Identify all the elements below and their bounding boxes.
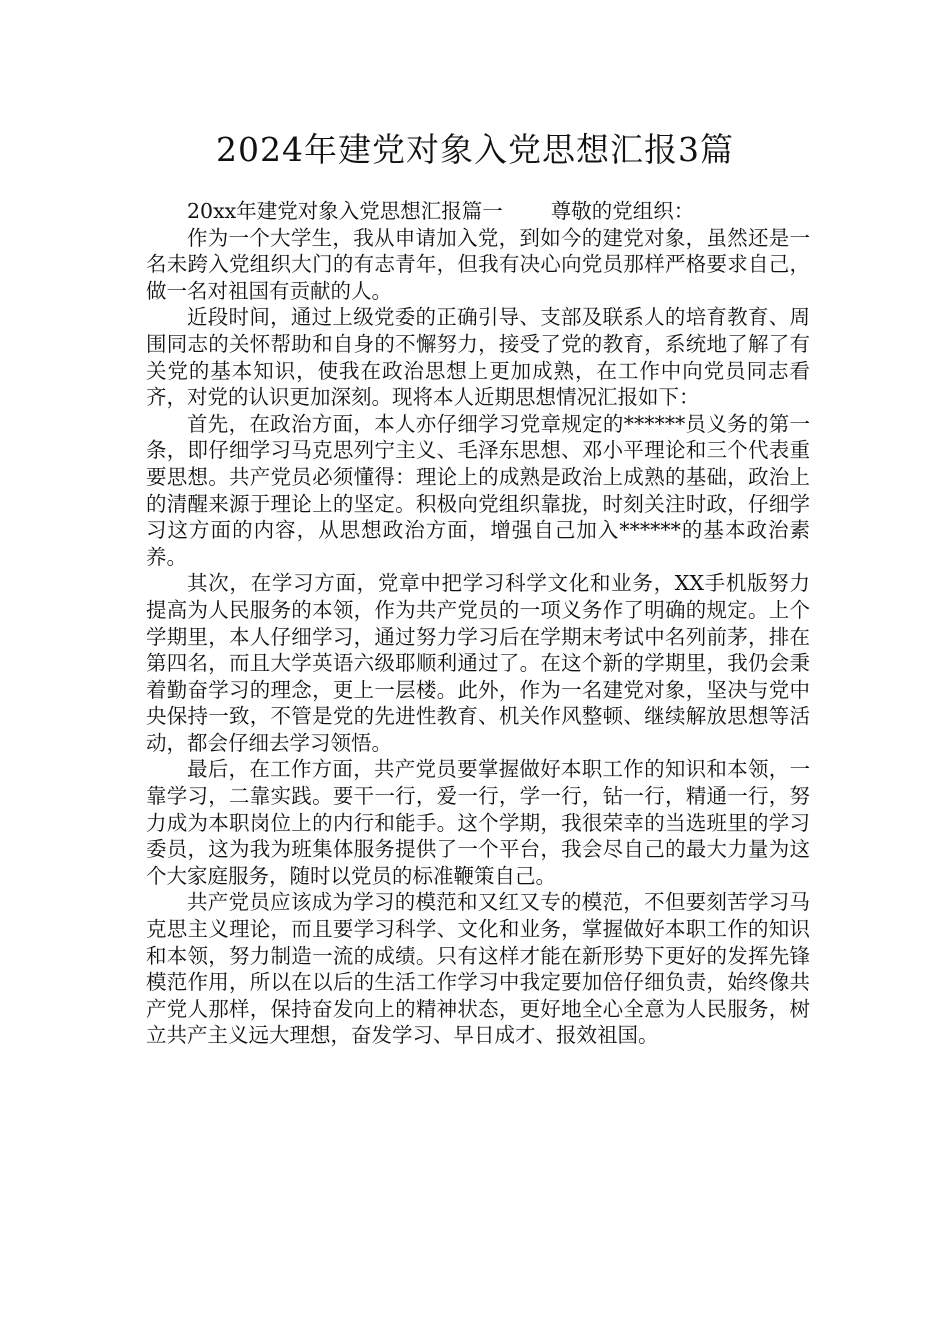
paragraph-work: 最后，在工作方面，共产党员要掌握做好本职工作的知识和本领，一靠学习，二靠实践。要干一行，爱一行，学一行，钻一行，精通一行，努力成为本职岗位上的内行和能手。这个学期，我很荣幸的当选班里的学习委员，这为我为班集体服务提供了一个平台，我会尽自己的最大力量为这个大家庭服务，随时以党员的标准鞭策自己。 [146, 757, 810, 888]
paragraph-intro: 作为一个大学生，我从申请加入党，到如今的建党对象，虽然还是一名未跨入党组织大门的有志青年，但我有决心向党员那样严格要求自己，做一名对祖国有贡献的人。 [146, 225, 810, 303]
document-title: 2024年建党对象入党思想汇报3篇 [216, 130, 734, 169]
opening-line [146, 198, 810, 225]
paragraph-study: 其次，在学习方面，党章中把学习科学文化和业务，XX手机版努力提高为人民服务的本领，作为共产党员的一项义务作了明确的规定。上个学期里，本人仔细学习，通过努力学习后在学期末考试中名列前茅，排在第四名，而且大学英语六级耶顺利通过了。在这个新的学期里，我仍会秉着勤奋学习的理念，更上一层楼。此外，作为一名建党对象，坚决与党中央保持一致，不管是党的先进性教育、机关作风整顿、继续解放思想等活动，都会仔细去学习领悟。 [146, 571, 810, 755]
paragraph-conclusion: 共产党员应该成为学习的模范和又红又专的模范，不但要刻苦学习马克思主义理论，而且要学习科学、文化和业务，掌握做好本职工作的知识和本领，努力制造一流的成绩。只有这样才能在新形势下更好的发挥先锋模范作用，所以在以后的生活工作学习中我定要加倍仔细负责，始终像共产党人那样，保持奋发向上的精神状态，更好地全心全意为人民服务，树立共产主义远大理想，奋发学习、早日成才、报效祖国。 [146, 890, 810, 1048]
document-body [146, 198, 810, 1049]
opening-heading: 20xx年建党对象入党思想汇报篇一 [187, 199, 503, 223]
paragraph-recent: 近段时间，通过上级党委的正确引导、支部及联系人的培育教育、周围同志的关怀帮助和自身的不懈努力，接受了党的教育，系统地了解了有关党的基本知识，使我在政治思想上更加成熟，在工作中向党员同志看齐，对党的认识更加深刻。现将本人近期思想情况汇报如下： [146, 305, 810, 410]
paragraph-politics: 首先，在政治方面，本人亦仔细学习党章规定的******员义务的第一条，即仔细学习马克思列宁主义、毛泽东思想、邓小平理论和三个代表重要思想。共产党员必须懂得：理论上的成熟是政治上成熟的基础，政治上的清醒来源于理论上的坚定。积极向党组织靠拢，时刻关注时政，仔细学习这方面的内容，从思想政治方面，增强自己加入******的基本政治素养。 [146, 411, 810, 569]
salutation: 尊敬的党组织： [550, 199, 695, 223]
